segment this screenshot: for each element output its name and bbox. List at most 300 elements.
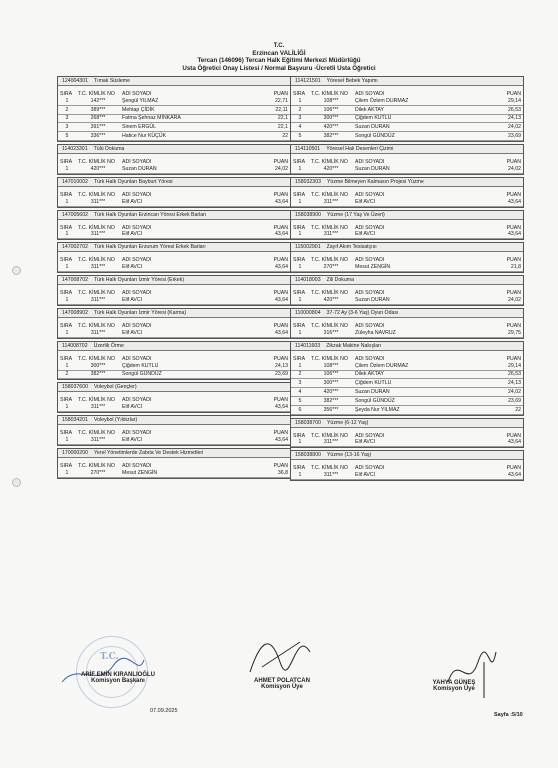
row-name: Elif AVCI <box>353 439 493 447</box>
course-name: Üzerlik Örme <box>93 342 124 349</box>
applicant-table <box>291 220 523 240</box>
column-header-tc: T.C. KİMLİK NO <box>78 397 115 404</box>
row-tc: 336*** <box>76 132 120 141</box>
applicant-table <box>291 428 523 448</box>
applicant-table <box>291 351 523 415</box>
course-block <box>290 144 524 175</box>
column-header-name: ADI SOYADI <box>355 355 385 362</box>
course-block <box>57 76 291 142</box>
course-block <box>57 308 291 339</box>
table-row <box>58 362 290 370</box>
row-puan: 24,02 <box>260 165 290 173</box>
course-name: Zayıf Akım Tesisatçısı <box>326 244 377 251</box>
course-title <box>291 276 523 285</box>
course-title <box>58 342 290 351</box>
column-header-name: ADI SOYADI <box>355 432 385 439</box>
course-block <box>290 308 524 339</box>
course-block <box>290 275 524 306</box>
table-row <box>58 132 290 141</box>
row-puan: 22 <box>260 132 290 141</box>
row-puan: 29,14 <box>493 362 523 370</box>
table-row <box>291 123 523 132</box>
header-line-list-title: Usta Öğretici Onay Listesi / Normal Başvuru -Ücretli Usta Öğretici <box>182 64 376 72</box>
row-sira: 4 <box>291 123 309 132</box>
applicant-table <box>58 86 290 141</box>
row-name: Suzan DURAN <box>353 388 493 397</box>
row-puan: 43,64 <box>260 329 290 337</box>
row-tc: 311*** <box>309 231 353 239</box>
applicant-table <box>291 187 523 207</box>
table-row <box>291 471 523 479</box>
course-block <box>290 210 524 241</box>
signature-middle <box>232 678 332 690</box>
row-name: Elif AVCI <box>120 329 260 337</box>
table-row <box>291 114 523 123</box>
row-sira: 1 <box>58 97 76 105</box>
course-code: 114018003 <box>295 277 321 284</box>
applicant-table <box>58 252 290 272</box>
column-header-name: ADI SOYADI <box>122 91 152 97</box>
column-header-name: ADI SOYADI <box>122 191 152 198</box>
course-block <box>57 275 291 306</box>
row-sira: 1 <box>291 362 309 370</box>
row-name: Elif AVCI <box>120 231 260 239</box>
row-name: Elif AVCI <box>353 471 493 479</box>
column-header-puan: PUAN <box>273 290 288 297</box>
course-block <box>57 341 291 381</box>
row-sira: 1 <box>58 165 76 173</box>
row-name: Şengül YILMAZ <box>120 97 260 105</box>
column-header-tc: T.C. KİMLİK NO <box>78 257 115 264</box>
column-header-sira: SIRA <box>60 290 73 297</box>
row-tc: 311*** <box>309 439 353 447</box>
table-row <box>291 379 523 388</box>
row-name: Fatma Şehnaz MİNKARA <box>120 114 260 123</box>
column-header-tc: T.C. KİMLİK NO <box>78 224 115 231</box>
row-sira: 3 <box>291 114 309 123</box>
table-row <box>58 165 290 173</box>
row-name: Sinem ERGÜL <box>120 123 260 132</box>
course-name: Yüzme Bilmeyen Kalmasın Projesi Yüzme <box>326 178 424 185</box>
course-code: 158038900 <box>295 211 321 218</box>
row-puan: 29,75 <box>493 329 523 337</box>
row-name: Çiğdem KUTLU <box>353 114 493 123</box>
row-tc: 311*** <box>76 263 120 271</box>
course-code: 147002702 <box>62 244 88 251</box>
row-puan: 43,64 <box>260 436 290 444</box>
column-header-name: ADI SOYADI <box>122 257 152 264</box>
signature-left <box>58 672 178 684</box>
row-name: Mehtap ÇİDİK <box>120 105 260 114</box>
table-row <box>291 439 523 447</box>
table-row <box>58 114 290 123</box>
course-block <box>57 448 291 479</box>
course-name: Tülü Dokuma <box>93 145 125 152</box>
applicant-table <box>58 318 290 338</box>
signature-middle-name: AHMET POLATCAN <box>254 678 310 684</box>
row-tc: 300*** <box>76 362 120 370</box>
column-header-name: ADI SOYADI <box>122 158 152 165</box>
row-sira: 4 <box>291 388 309 397</box>
row-puan: 26,53 <box>493 105 523 114</box>
row-tc: 270*** <box>76 469 120 477</box>
course-block <box>290 177 524 208</box>
column-header-puan: PUAN <box>506 432 521 439</box>
row-tc: 311*** <box>309 471 353 479</box>
row-puan: 22,71 <box>260 97 290 105</box>
row-puan: 43,64 <box>493 439 523 447</box>
table-row <box>58 231 290 239</box>
course-code: 114011603 <box>295 342 321 349</box>
course-title <box>58 178 290 187</box>
applicant-table <box>291 252 523 272</box>
row-puan: 43,64 <box>493 471 523 479</box>
row-tc: 311*** <box>76 436 120 444</box>
column-header-tc: T.C. KİMLİK NO <box>78 355 115 362</box>
course-name: Zikzak Makine Nakışları <box>326 342 382 349</box>
row-name: Elif AVCI <box>353 231 493 239</box>
course-title <box>291 419 523 428</box>
row-puan: 22,11 <box>260 105 290 114</box>
column-header-sira: SIRA <box>60 224 73 231</box>
applicant-table <box>58 285 290 305</box>
row-name: Çiğdem KUTLU <box>353 379 493 388</box>
row-name: Çiğdem KUTLU <box>120 362 260 370</box>
course-title <box>291 342 523 351</box>
table-row <box>58 370 290 379</box>
column-header-tc: T.C. KİMLİK NO <box>78 290 115 297</box>
document-header <box>0 42 558 72</box>
column-header-puan: PUAN <box>506 91 521 97</box>
course-title <box>291 243 523 252</box>
course-code: 170000200 <box>62 449 88 456</box>
row-sira: 1 <box>291 471 309 479</box>
row-sira: 1 <box>58 403 76 411</box>
row-sira: 3 <box>58 114 76 123</box>
row-tc: 420*** <box>309 165 353 173</box>
column-header-puan: PUAN <box>506 355 521 362</box>
left-column <box>57 76 291 481</box>
row-sira: 1 <box>291 97 309 105</box>
column-header-tc: T.C. KİMLİK NO <box>311 432 348 439</box>
table-row <box>58 403 290 411</box>
row-tc: 108*** <box>309 97 353 105</box>
row-tc: 300*** <box>309 114 353 123</box>
column-header-tc: T.C. KİMLİK NO <box>78 430 115 437</box>
column-header-sira: SIRA <box>60 355 73 362</box>
row-name: Suzan DURAN <box>353 165 493 173</box>
signature-scribble-right <box>440 642 500 702</box>
column-header-puan: PUAN <box>506 191 521 198</box>
table-row <box>58 105 290 114</box>
course-title <box>58 77 290 86</box>
row-sira: 2 <box>58 105 76 114</box>
right-column <box>290 76 524 483</box>
column-header-puan: PUAN <box>273 158 288 165</box>
course-code: 147008902 <box>62 309 88 316</box>
row-tc: 316*** <box>309 329 353 337</box>
course-code: 114121501 <box>295 78 321 84</box>
column-header-sira: SIRA <box>293 465 306 472</box>
course-code: 114023301 <box>62 145 88 152</box>
column-header-tc: T.C. KİMLİK NO <box>311 191 348 198</box>
row-puan: 43,64 <box>260 263 290 271</box>
table-row <box>291 362 523 370</box>
course-code: 114110501 <box>295 145 321 152</box>
table-row <box>58 97 290 105</box>
column-header-puan: PUAN <box>506 322 521 329</box>
column-header-puan: PUAN <box>273 462 288 469</box>
column-header-name: ADI SOYADI <box>122 462 152 469</box>
row-sira: 5 <box>58 132 76 141</box>
row-name: Suzan DURAN <box>120 165 260 173</box>
row-name: Dilek AKTAY <box>353 105 493 114</box>
course-code: 147010002 <box>62 178 88 185</box>
column-header-tc: T.C. KİMLİK NO <box>78 158 115 165</box>
column-header-tc: T.C. KİMLİK NO <box>311 224 348 231</box>
row-puan: 22 <box>493 405 523 414</box>
row-sira: 2 <box>291 105 309 114</box>
row-sira: 1 <box>291 231 309 239</box>
table-row <box>291 405 523 414</box>
row-name: Şeyda Nur YILMAZ <box>353 405 493 414</box>
row-puan: 21,8 <box>493 263 523 271</box>
signature-left-role: Komisyon Başkanı <box>91 678 145 684</box>
column-header-puan: PUAN <box>506 257 521 264</box>
column-header-name: ADI SOYADI <box>122 322 152 329</box>
column-header-name: ADI SOYADI <box>122 430 152 437</box>
row-puan: 22,1 <box>260 123 290 132</box>
row-name: Elif AVCI <box>353 198 493 206</box>
applicant-table <box>58 425 290 445</box>
row-sira: 1 <box>58 231 76 239</box>
course-name: Yöresel Bebek Yapımı <box>326 78 378 84</box>
row-puan: 43,64 <box>260 296 290 304</box>
column-header-name: ADI SOYADI <box>355 224 385 231</box>
table-row <box>58 469 290 477</box>
stamp-text: T.C. <box>100 652 119 662</box>
column-header-name: ADI SOYADI <box>355 465 385 472</box>
course-name: Türk Halk Oyunları Erzurum Yöresi Erkek Barları <box>93 244 206 251</box>
column-header-sira: SIRA <box>60 158 73 165</box>
row-tc: 311*** <box>76 198 120 206</box>
row-puan: 23,69 <box>260 370 290 379</box>
applicant-table <box>291 86 523 141</box>
punch-hole <box>12 266 21 275</box>
course-title <box>58 276 290 285</box>
row-puan: 29,14 <box>493 97 523 105</box>
course-title <box>58 309 290 318</box>
table-row <box>58 436 290 444</box>
column-header-name: ADI SOYADI <box>355 191 385 198</box>
course-name: Yüzme (6-12 Yaş) <box>326 419 369 426</box>
row-puan: 24,02 <box>493 123 523 132</box>
row-puan: 24,02 <box>493 388 523 397</box>
column-header-tc: T.C. KİMLİK NO <box>311 290 348 297</box>
course-name: Voleybol (Yıldızlar) <box>93 417 138 424</box>
row-tc: 382*** <box>309 396 353 405</box>
column-header-sira: SIRA <box>293 191 306 198</box>
row-sira: 1 <box>58 296 76 304</box>
course-code: 147008702 <box>62 277 88 284</box>
row-name: Songül GÜNDÜZ <box>353 132 493 141</box>
course-title <box>58 383 290 392</box>
header-line-institution: Tercan (146096) Tercan Halk Eğitimi Merkezi Müdürlüğü <box>197 57 361 65</box>
course-title <box>58 416 290 425</box>
row-puan: 24,02 <box>493 165 523 173</box>
row-puan: 24,13 <box>493 379 523 388</box>
course-name: Türk Halk Oyunları Bayburt Yöresi <box>93 178 173 185</box>
column-header-sira: SIRA <box>293 355 306 362</box>
row-name: Elif AVCI <box>120 436 260 444</box>
table-row <box>291 396 523 405</box>
course-name: Yüzme (17 Yaş Ve Üzeri) <box>326 211 385 218</box>
row-tc: 420*** <box>309 296 353 304</box>
course-title <box>291 77 523 86</box>
course-name: Yöresel Halı Desenleri Çizimi <box>326 145 394 152</box>
table-row <box>291 231 523 239</box>
row-name: Hatice Nur KÜÇÜK <box>120 132 260 141</box>
row-name: Elif AVCI <box>120 263 260 271</box>
column-header-name: ADI SOYADI <box>355 158 385 165</box>
column-header-puan: PUAN <box>273 322 288 329</box>
table-row <box>58 329 290 337</box>
row-sira: 1 <box>291 263 309 271</box>
row-tc: 270*** <box>309 263 353 271</box>
row-puan: 43,64 <box>260 198 290 206</box>
course-name: Yüzme (13-16 Yaş) <box>326 452 372 459</box>
table-row <box>58 123 290 132</box>
row-sira: 1 <box>291 165 309 173</box>
row-tc: 268*** <box>76 114 120 123</box>
row-tc: 311*** <box>76 231 120 239</box>
row-tc: 391*** <box>76 123 120 132</box>
column-header-tc: T.C. KİMLİK NO <box>78 91 115 97</box>
column-header-puan: PUAN <box>273 257 288 264</box>
course-block <box>57 382 291 413</box>
header-line-valilik: Erzincan VALİLİĞİ <box>252 49 306 57</box>
course-title <box>291 211 523 220</box>
row-sira: 1 <box>58 362 76 370</box>
row-tc: 382*** <box>309 132 353 141</box>
signature-right-role: Komisyon Üye <box>433 686 475 692</box>
column-header-puan: PUAN <box>273 91 288 97</box>
row-name: Mesut ZENGİN <box>353 263 493 271</box>
applicant-table <box>291 285 523 305</box>
table-row <box>291 263 523 271</box>
course-title <box>58 449 290 458</box>
row-name: Suzan DURAN <box>353 123 493 132</box>
column-header-sira: SIRA <box>293 322 306 329</box>
row-puan: 26,53 <box>493 370 523 379</box>
row-name: Mesut ZENGİN <box>120 469 260 477</box>
course-title <box>58 243 290 252</box>
signature-right-name: YAHYA GÜNEŞ <box>432 680 476 686</box>
column-header-sira: SIRA <box>293 257 306 264</box>
row-tc: 106*** <box>309 105 353 114</box>
row-tc: 356*** <box>309 405 353 414</box>
table-row <box>291 165 523 173</box>
course-name: Yerel Yönetimlerde Zabıta Ve Destek Hizmetleri <box>93 449 204 456</box>
course-block <box>290 242 524 273</box>
table-row <box>58 198 290 206</box>
course-name: Türk Halk Oyunları İzmir Yöresi (Erkek) <box>93 277 185 284</box>
course-code: 124004301 <box>62 78 88 84</box>
row-puan: 36,8 <box>260 469 290 477</box>
row-tc: 311*** <box>76 329 120 337</box>
column-header-tc: T.C. KİMLİK NO <box>78 462 115 469</box>
course-block <box>57 210 291 241</box>
course-block <box>57 144 291 175</box>
course-code: 147005602 <box>62 211 88 218</box>
table-row <box>291 329 523 337</box>
column-header-tc: T.C. KİMLİK NO <box>311 465 348 472</box>
column-header-sira: SIRA <box>293 432 306 439</box>
applicant-table <box>58 351 290 380</box>
row-sira: 1 <box>58 198 76 206</box>
row-sira: 1 <box>58 469 76 477</box>
row-tc: 311*** <box>76 296 120 304</box>
column-header-sira: SIRA <box>60 191 73 198</box>
row-name: Suzan DURAN <box>353 296 493 304</box>
row-name: Züleyha NAVRUZ <box>353 329 493 337</box>
row-sira: 3 <box>58 123 76 132</box>
column-header-tc: T.C. KİMLİK NO <box>311 322 348 329</box>
table-row <box>291 296 523 304</box>
course-name: 37-72 Ay (3-6 Yaş) Oyun Odası <box>326 309 399 316</box>
row-puan: 23,69 <box>493 132 523 141</box>
course-block <box>57 177 291 208</box>
row-sira: 1 <box>291 198 309 206</box>
course-block <box>290 450 524 481</box>
table-row <box>291 105 523 114</box>
row-puan: 24,02 <box>493 296 523 304</box>
column-header-sira: SIRA <box>60 430 73 437</box>
column-header-puan: PUAN <box>273 191 288 198</box>
signature-left-name: ARİF EMİN KIRANLIOĞLU <box>81 672 155 678</box>
course-title <box>291 145 523 154</box>
course-code: 158037600 <box>62 384 88 391</box>
course-name: Türk Halk Oyunları İzmir Yöresi (Karma) <box>93 309 187 316</box>
table-row <box>291 388 523 397</box>
row-sira: 2 <box>291 370 309 379</box>
column-header-tc: T.C. KİMLİK NO <box>311 355 348 362</box>
column-header-tc: T.C. KİMLİK NO <box>311 91 348 97</box>
header-line-tc: T.C. <box>273 42 285 49</box>
row-tc: 311*** <box>76 403 120 411</box>
table-row <box>58 296 290 304</box>
course-block <box>290 76 524 142</box>
column-header-name: ADI SOYADI <box>355 257 385 264</box>
course-code: 158038700 <box>295 419 321 426</box>
column-header-sira: SIRA <box>60 397 73 404</box>
row-tc: 420*** <box>309 123 353 132</box>
applicant-table <box>58 458 290 478</box>
row-sira: 6 <box>291 405 309 414</box>
column-header-sira: SIRA <box>293 158 306 165</box>
column-header-sira: SIRA <box>293 224 306 231</box>
applicant-table <box>58 187 290 207</box>
course-title <box>291 309 523 318</box>
column-header-puan: PUAN <box>273 430 288 437</box>
course-title <box>58 211 290 220</box>
column-header-name: ADI SOYADI <box>122 224 152 231</box>
column-header-puan: PUAN <box>273 224 288 231</box>
row-tc: 108*** <box>309 362 353 370</box>
course-title <box>291 451 523 460</box>
course-title <box>58 145 290 154</box>
row-sira: 1 <box>291 296 309 304</box>
